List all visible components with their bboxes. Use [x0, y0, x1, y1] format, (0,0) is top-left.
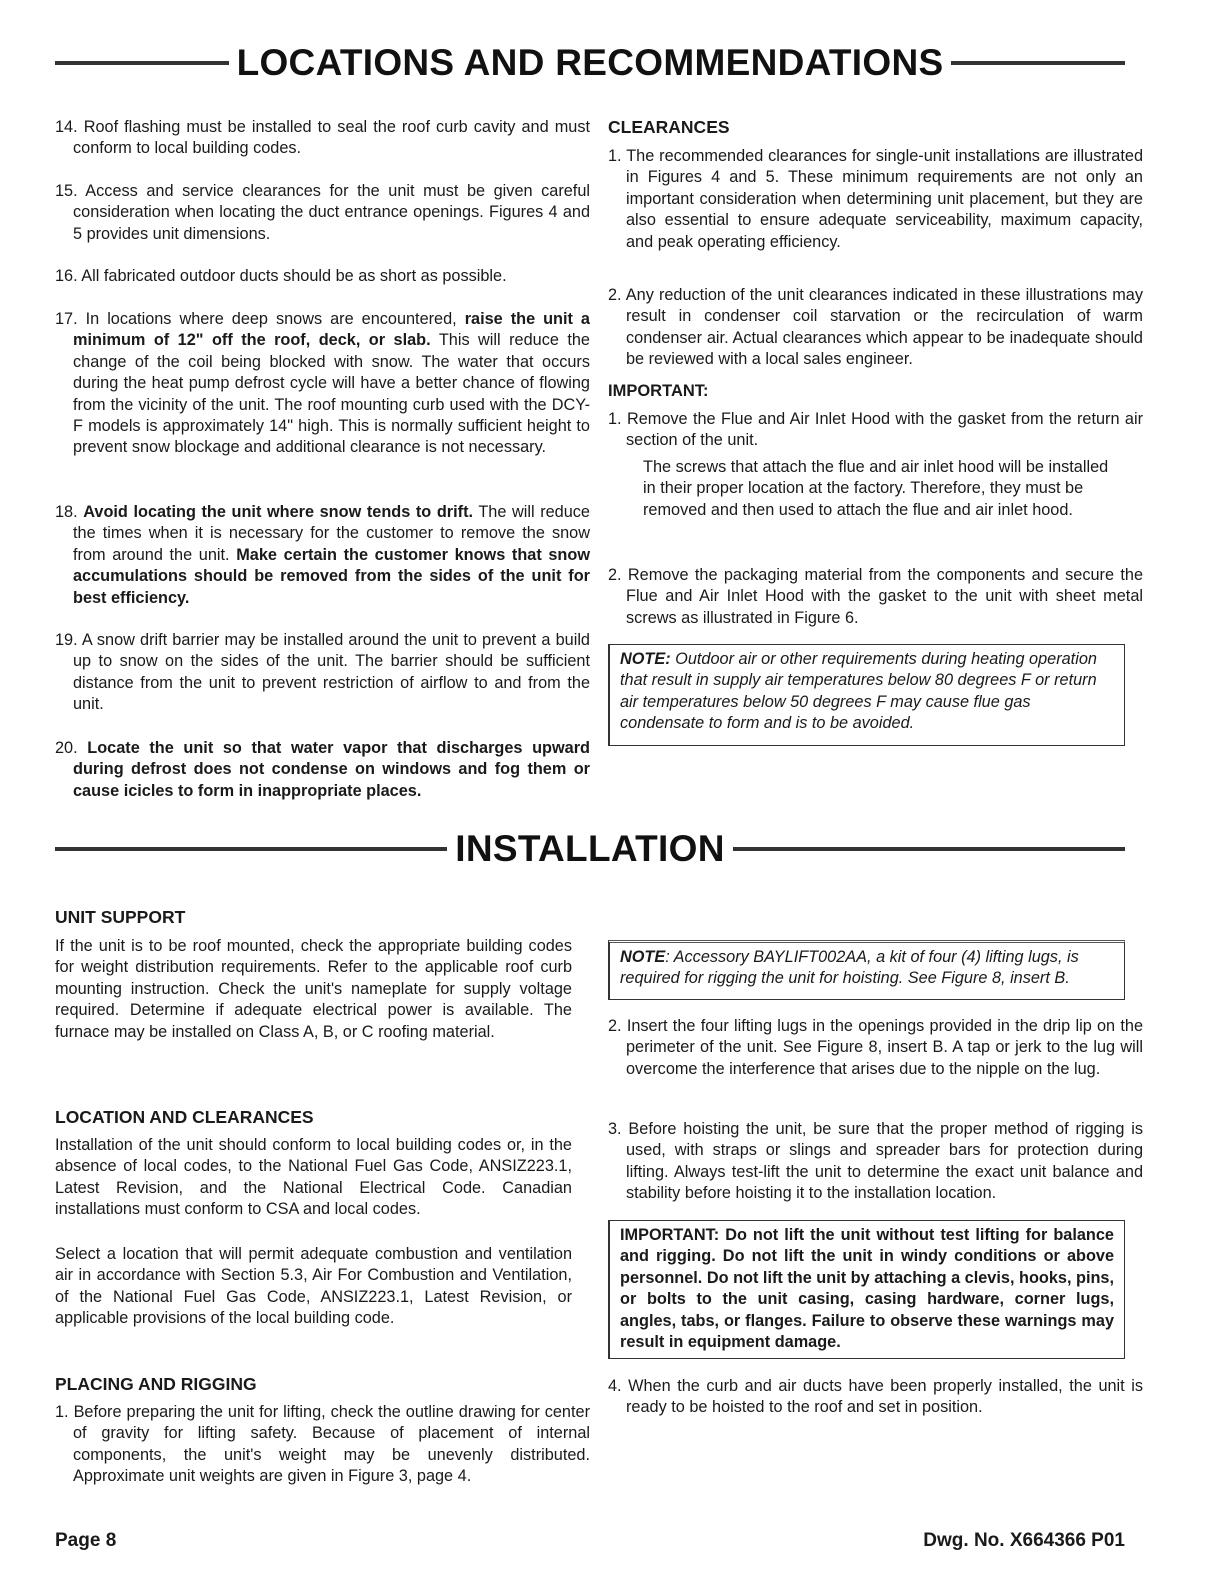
location-clearances-heading: LOCATION AND CLEARANCES [55, 1107, 314, 1127]
page-number: Page 8 [55, 1530, 117, 1551]
placing-rigging-heading: PLACING AND RIGGING [55, 1374, 257, 1394]
item-15: 15. Access and service clearances for the unit must be given careful consideration when locating the duct entrance openings. Figures 4 and 5 provides unit dimensions. [55, 182, 590, 243]
header-rule [951, 61, 1125, 65]
rigging-item-2: 2. Insert the four lifting lugs in the openings provided in the drip lip on the perimeter of the unit. See Figure 8, insert B. A tap or jerk to the lug will overcome the interference that arises due to the nipple on the lug. [608, 1017, 1143, 1078]
clearances-heading: CLEARANCES [608, 117, 730, 137]
note-label: NOTE: [620, 650, 671, 668]
text: 18. [55, 503, 84, 521]
bold-text: Avoid locating the unit where snow tends to drift. [83, 503, 474, 521]
text: This will reduce the change of the coil being blocked with snow. The water that occurs during the heat pump defrost cycle will have a better chance of flowing from the vicinity of the unit. The roof mounting curb used with the DCY-F models is approximately 14" high. This is normally sufficient height to prevent snow blockage and additional clearance is not necessary. [73, 331, 590, 457]
location-paragraph-2: Select a location that will permit adequate combustion and ventilation air in accordance with Section 5.3, Air For Combustion and Ventilation, of the National Fuel Gas Code, ANSIZ223.1, Latest Revision, or applicable provisions of the local building code. [55, 1245, 572, 1328]
important-item-2: 2. Remove the packaging material from the components and secure the Flue and Air Inlet Hood with the gasket to the unit with sheet metal screws as illustrated in Figure 6. [608, 566, 1143, 627]
bold-text: Make certain the customer knows that snow accumulations should be removed from the sides of the unit for best efficiency. [73, 545, 590, 607]
header-rule [55, 61, 229, 65]
important-warning-box: IMPORTANT: Do not lift the unit without test lifting for balance and rigging. Do not lift the unit in windy conditions or above personnel. Do not lift the unit by attaching a clevis, hooks, pins, or bolts to the unit casing, casing hardware, corner lugs, angles, tabs, or flanges. Failure to observe these warnings may result in equipment damage. [608, 1220, 1125, 1359]
item-16: 16. All fabricated outdoor ducts should be as short as possible. [55, 267, 507, 285]
note-label: NOTE [620, 948, 666, 966]
note-text: Outdoor air or other requirements during heating operation that result in supply air temperatures below 80 degrees F or return air temperatures below 50 degrees F may cause flue gas condensate to form and is to be avoided. [620, 650, 1097, 733]
item-19: 19. A snow drift barrier may be installed around the unit to prevent a build up to snow on the sides of the unit. The barrier should be sufficient distance from the unit to prevent restriction of airflow to and from the unit. [55, 631, 590, 714]
note-box [608, 644, 1125, 746]
section-title: LOCATIONS AND RECOMMENDATIONS [236, 42, 944, 83]
header-rule [55, 847, 447, 851]
important-heading: IMPORTANT: [608, 382, 709, 400]
header-rule [733, 847, 1125, 851]
location-paragraph-1: Installation of the unit should conform to local building codes or, in the absence of local codes, to the National Fuel Gas Code, ANSIZ223.1, Latest Revision, and the National Electrical Code. Canadian installations must conform to CSA and local codes. [55, 1136, 572, 1219]
section-header-locations [55, 42, 1125, 83]
unit-support-heading: UNIT SUPPORT [55, 907, 186, 927]
note-text: : Accessory BAYLIFT002AA, a kit of four (4) lifting lugs, is required for rigging the unit for hoisting. See Figure 8, insert B. [620, 948, 1079, 988]
item-14: 14. Roof flashing must be installed to seal the roof curb cavity and must conform to local building codes. [55, 118, 590, 158]
section-header-installation [55, 828, 1125, 869]
item-20 [55, 738, 590, 802]
text: 17. In locations where deep snows are encountered, [55, 310, 465, 328]
important-item-1-detail: The screws that attach the flue and air inlet hood will be installed in their proper location at the factory. Therefore, they must be removed and then used to attach the flue and air inlet hood. [643, 458, 1109, 519]
unit-support-text: If the unit is to be roof mounted, check the appropriate building codes for weight distribution requirements. Refer to the applicable roof curb mounting instruction. Check the unit's nameplate for supply voltage required. Determine if adequate electrical power is available. The furnace may be installed on Class A, B, or C roofing material. [55, 937, 572, 1041]
lifting-note-box [608, 940, 1125, 1000]
section-title: INSTALLATION [455, 828, 725, 869]
clearance-item-1: 1. The recommended clearances for single-unit installations are illustrated in Figures 4 and 5. These minimum requirements are not only an important consideration when determining unit placement, but they are also essential to ensure adequate serviceability, maximum capacity, and peak operating efficiency. [608, 147, 1143, 251]
clearance-item-2: 2. Any reduction of the unit clearances indicated in these illustrations may result in condenser coil starvation or the recirculation of warm condenser air. Actual clearances which appear to be inadequate should be reviewed with a local sales engineer. [608, 286, 1143, 369]
bold-text: raise the unit a minimum of 12" off the roof, deck, or slab. [73, 310, 590, 350]
item-18 [55, 502, 590, 609]
text: 20. [55, 739, 88, 757]
bold-text: Locate the unit so that water vapor that discharges upward during defrost does not condense on windows and fog them or cause icicles to form in inappropriate places. [73, 739, 590, 800]
placing-item-1: 1. Before preparing the unit for lifting, check the outline drawing for center of gravity for lifting safety. Because of placement of internal components, the unit's weight may be unevenly distributed. Approximate unit weights are given in Figure 3, page 4. [55, 1403, 590, 1486]
rigging-item-4: 4. When the curb and air ducts have been properly installed, the unit is ready to be hoisted to the roof and set in position. [608, 1377, 1143, 1417]
item-17 [55, 309, 590, 459]
drawing-number: Dwg. No. X664366 P01 [923, 1530, 1125, 1551]
important-item-1: 1. Remove the Flue and Air Inlet Hood with the gasket from the return air section of the unit. [608, 410, 1143, 450]
text: The will reduce the times when it is necessary for the customer to remove the snow from around the unit. [73, 503, 590, 564]
rigging-item-3: 3. Before hoisting the unit, be sure that the proper method of rigging is used, with straps or slings and spreader bars for protection during lifting. Always test-lift the unit to determine the exact unit balance and stability before hoisting it to the installation location. [608, 1120, 1143, 1203]
